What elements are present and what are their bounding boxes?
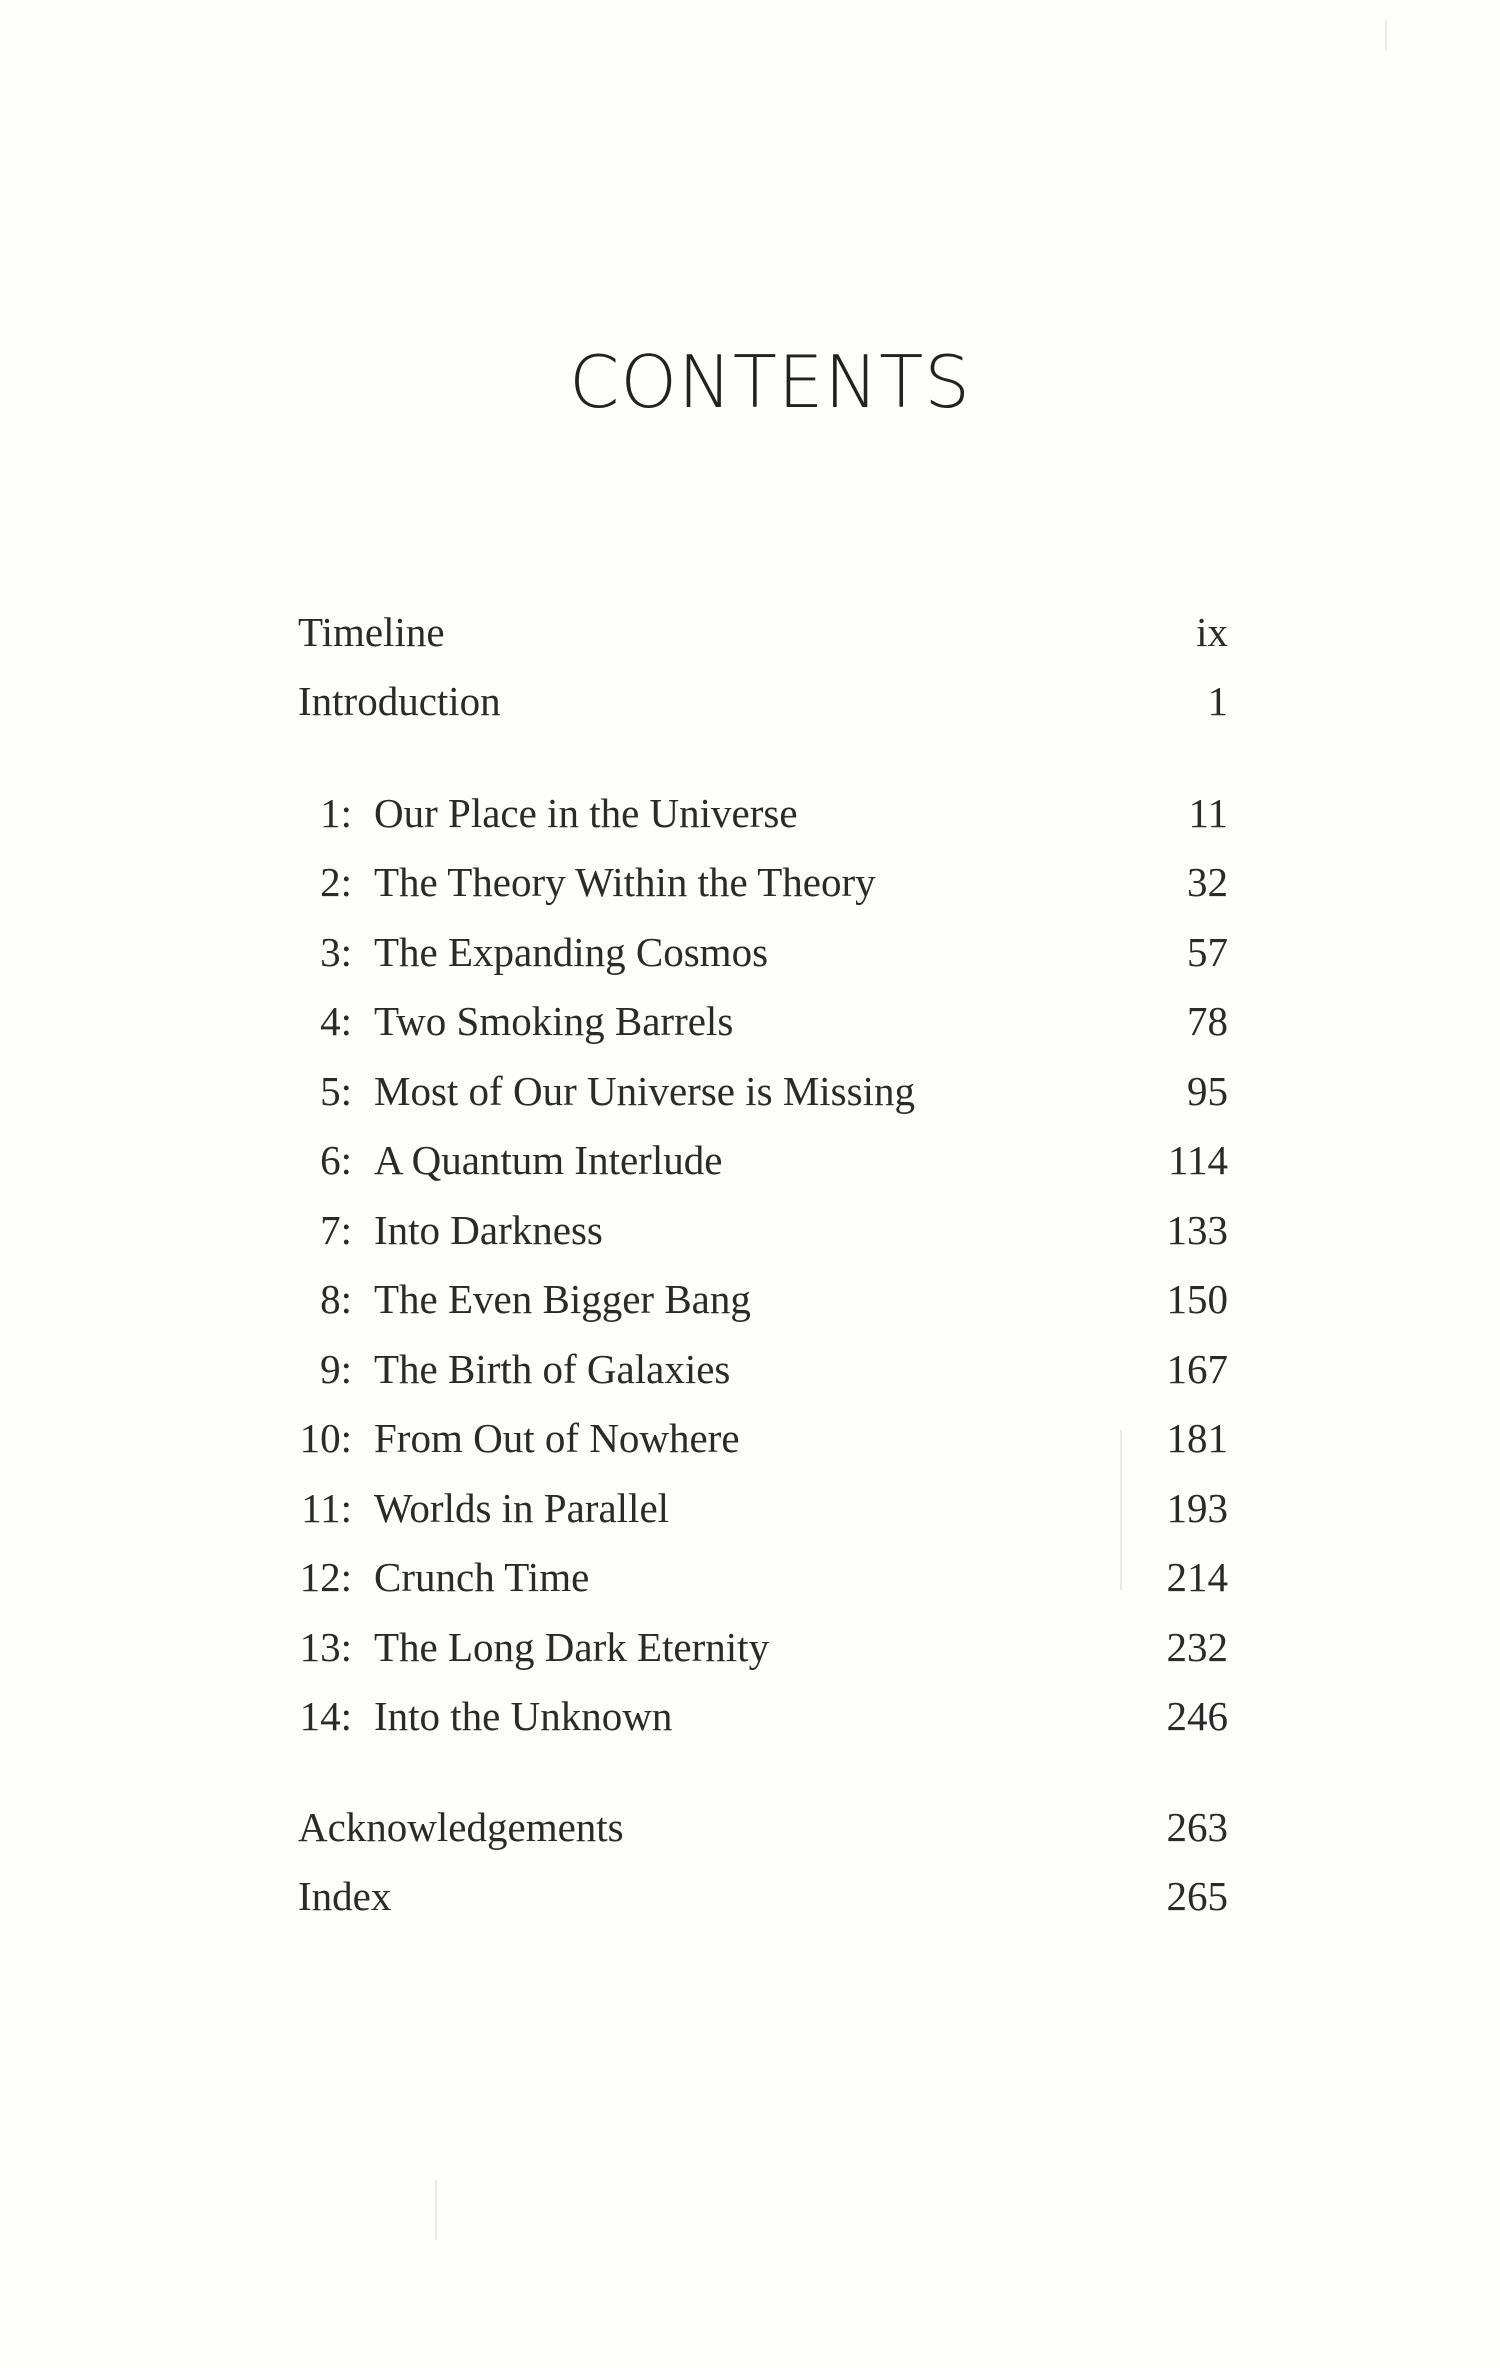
entry-title: Most of Our Universe is Missing xyxy=(374,1068,915,1114)
entry-title: Acknowledgements xyxy=(298,1804,624,1850)
entry-page: 114 xyxy=(1168,1137,1228,1183)
chapter-number: 13: xyxy=(299,1624,352,1670)
toc-entry-introduction xyxy=(298,671,1228,731)
entry-page: 133 xyxy=(1166,1207,1228,1253)
entry-title: Worlds in Parallel xyxy=(374,1485,670,1531)
entry-title: The Expanding Cosmos xyxy=(374,929,769,975)
toc-entry-chapter xyxy=(298,1617,1228,1677)
entry-page: 11 xyxy=(1188,790,1228,836)
chapter-number: 12: xyxy=(299,1554,352,1600)
entry-title: Into the Unknown xyxy=(374,1693,673,1739)
paper-mark xyxy=(1385,20,1387,50)
toc-entry-index xyxy=(298,1866,1228,1926)
chapter-number: 9: xyxy=(320,1346,352,1392)
toc-entry-timeline xyxy=(298,602,1228,662)
toc-entry-acknowledgements xyxy=(298,1797,1228,1857)
chapter-number: 14: xyxy=(299,1693,352,1739)
entry-page: 167 xyxy=(1166,1346,1228,1392)
toc-entry-chapter xyxy=(298,1339,1228,1399)
entry-title: Index xyxy=(298,1873,392,1919)
toc-entry-chapter xyxy=(298,1061,1228,1121)
paper-mark xyxy=(435,2180,437,2240)
chapter-number: 6: xyxy=(320,1137,352,1183)
entry-page: 57 xyxy=(1187,929,1228,975)
entry-title: The Theory Within the Theory xyxy=(374,859,876,905)
toc-entry-chapter xyxy=(298,922,1228,982)
chapter-number: 10: xyxy=(299,1415,352,1461)
toc-entry-chapter xyxy=(298,1686,1228,1746)
entry-title: Introduction xyxy=(298,678,501,724)
toc-entry-chapter xyxy=(298,1547,1228,1607)
entry-title: Two Smoking Barrels xyxy=(374,998,734,1044)
entry-page: 246 xyxy=(1166,1693,1228,1739)
toc-entry-chapter xyxy=(298,991,1228,1051)
toc-entry-chapter xyxy=(298,852,1228,912)
chapter-number: 8: xyxy=(320,1276,352,1322)
entry-title: A Quantum Interlude xyxy=(374,1137,723,1183)
entry-page: 32 xyxy=(1187,859,1228,905)
entry-page: ix xyxy=(1196,609,1228,655)
toc-entry-chapter xyxy=(298,1269,1228,1329)
toc-entry-chapter xyxy=(298,1200,1228,1260)
entry-title: The Birth of Galaxies xyxy=(374,1346,731,1392)
entry-title: Crunch Time xyxy=(374,1554,590,1600)
chapter-number: 2: xyxy=(320,859,352,905)
paper-mark xyxy=(1120,1430,1122,1590)
chapter-number: 1: xyxy=(320,790,352,836)
page-title: CONTENTS xyxy=(569,340,971,424)
chapter-number: 11: xyxy=(301,1485,352,1531)
toc-entry-chapter xyxy=(298,1130,1228,1190)
entry-page: 1 xyxy=(1207,678,1228,724)
entry-page: 232 xyxy=(1166,1624,1228,1670)
entry-page: 95 xyxy=(1187,1068,1228,1114)
entry-title: The Even Bigger Bang xyxy=(374,1276,751,1322)
entry-page: 78 xyxy=(1187,998,1228,1044)
toc-entry-chapter xyxy=(298,783,1228,843)
entry-page: 265 xyxy=(1166,1873,1228,1919)
entry-page: 263 xyxy=(1166,1804,1228,1850)
toc-entry-chapter xyxy=(298,1478,1228,1538)
chapter-number: 4: xyxy=(320,998,352,1044)
entry-title: Timeline xyxy=(298,609,445,655)
entry-page: 150 xyxy=(1166,1276,1228,1322)
chapter-number: 5: xyxy=(320,1068,352,1114)
chapter-number: 3: xyxy=(320,929,352,975)
chapter-number: 7: xyxy=(320,1207,352,1253)
entry-title: Our Place in the Universe xyxy=(374,790,798,836)
toc-entry-chapter xyxy=(298,1408,1228,1468)
entry-page: 214 xyxy=(1166,1554,1228,1600)
entry-title: Into Darkness xyxy=(374,1207,603,1253)
entry-page: 193 xyxy=(1166,1485,1228,1531)
entry-title: The Long Dark Eternity xyxy=(374,1624,770,1670)
entry-title: From Out of Nowhere xyxy=(374,1415,740,1461)
entry-page: 181 xyxy=(1166,1415,1228,1461)
